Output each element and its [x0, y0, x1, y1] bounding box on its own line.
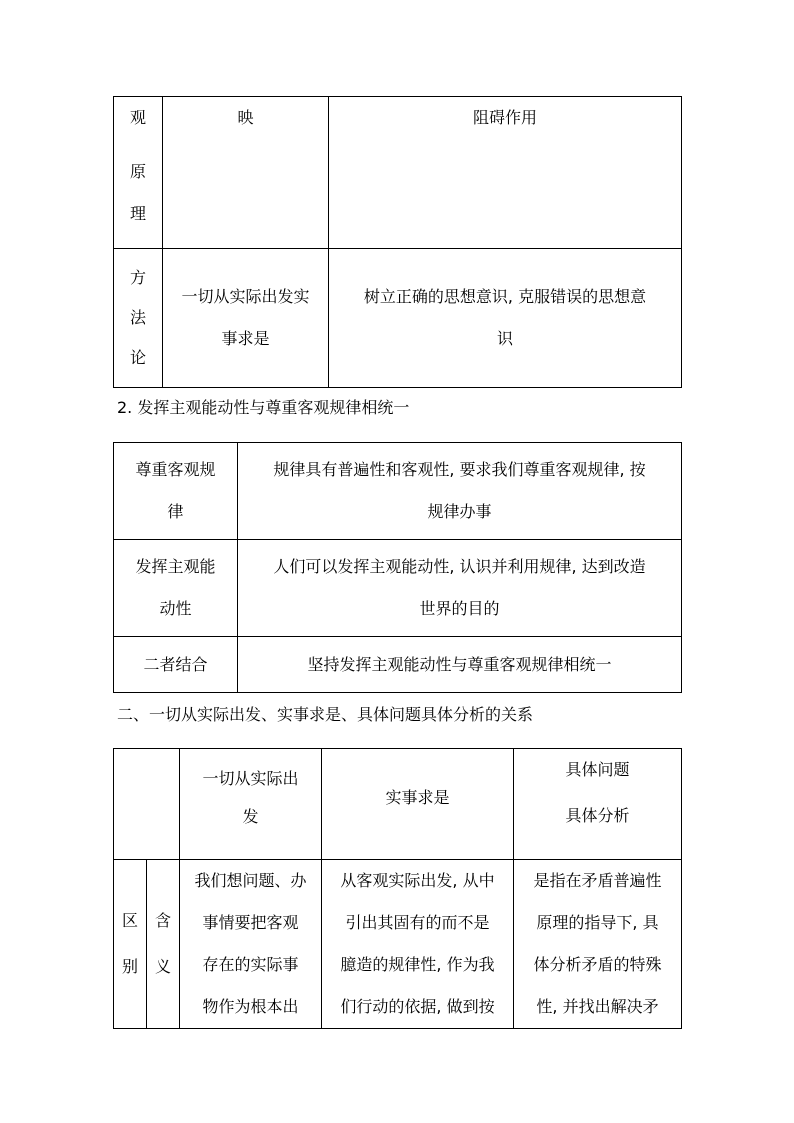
table-cell — [322, 749, 514, 860]
label-char: 区 — [121, 911, 138, 930]
table-3 — [113, 748, 682, 1029]
group-label — [114, 860, 147, 1029]
row-label — [114, 637, 238, 693]
label-char: 法 — [129, 308, 146, 327]
table-cell — [180, 860, 322, 1029]
cell-line: 引出其固有的而不是 — [345, 913, 490, 932]
cell-line: 识 — [496, 329, 513, 348]
cell-line: 原理的指导下, 具 — [536, 913, 659, 932]
label-char: 方 — [129, 268, 146, 287]
label-char: 论 — [129, 348, 146, 367]
cell-line: 物作为根本出 — [202, 997, 299, 1016]
label-char: 原 — [129, 162, 146, 181]
cell-line: 存在的实际事 — [202, 955, 299, 974]
cell-line: 尊重客观规 — [135, 460, 216, 479]
cell-line: 坚持发挥主观能动性与尊重客观规律相统一 — [307, 654, 612, 674]
label-char: 含 — [154, 911, 171, 930]
cell-line: 从客观实际出发, 从中 — [340, 871, 495, 890]
cell-line: 具体分析 — [565, 806, 630, 825]
table-cell — [180, 749, 322, 860]
cell-line: 规律具有普遍性和客观性, 要求我们尊重客观规律, 按 — [273, 460, 646, 479]
label-char: 观 — [129, 108, 146, 127]
table-row — [114, 860, 682, 1029]
cell-line: 是指在矛盾普遍性 — [533, 871, 662, 890]
cell-line: 臆造的规律性, 作为我 — [340, 955, 495, 974]
table-cell — [163, 97, 329, 249]
cell-line: 树立正确的思想意识, 克服错误的思想意 — [363, 287, 647, 306]
cell-line: 具体问题 — [565, 760, 630, 779]
cell-line: 事求是 — [221, 329, 270, 348]
cell-line: 律 — [167, 502, 184, 521]
cell-line: 性, 并找出解决矛 — [536, 997, 659, 1016]
table-row — [114, 637, 682, 693]
cell-line: 一切从实际出发实 — [181, 287, 310, 306]
table-cell — [238, 637, 682, 693]
table-1 — [113, 96, 682, 388]
table-cell — [329, 97, 682, 249]
sub-label — [147, 860, 180, 1029]
table-cell — [514, 860, 682, 1029]
row-label — [114, 249, 163, 388]
cell-line: 世界的目的 — [419, 599, 500, 618]
table-row — [114, 540, 682, 637]
table-cell — [238, 540, 682, 637]
table-cell — [163, 249, 329, 388]
cell-line: 人们可以发挥主观能动性, 认识并利用规律, 达到改造 — [273, 557, 646, 576]
cell-line: 发挥主观能 — [135, 557, 216, 576]
cell-line: 体分析矛盾的特殊 — [533, 955, 662, 974]
cell-text: 阻碍作用 — [472, 108, 537, 127]
cell-line: 一切从实际出 — [202, 769, 299, 788]
table-2 — [113, 442, 682, 693]
row-label — [114, 540, 238, 637]
label-char: 义 — [154, 957, 171, 976]
section-heading-3: 二、一切从实际出发、实事求是、具体问题具体分析的关系 — [117, 705, 534, 724]
table-row — [114, 97, 682, 249]
cell-line: 规律办事 — [427, 502, 492, 521]
cell-line: 事情要把客观 — [202, 913, 299, 932]
cell-line: 二者结合 — [143, 654, 208, 674]
cell-line: 实事求是 — [385, 788, 450, 807]
table-cell — [514, 749, 682, 860]
cell-line: 发 — [242, 807, 259, 826]
label-char: 理 — [129, 204, 146, 223]
row-label — [114, 97, 163, 249]
cell-line: 动性 — [159, 599, 192, 618]
table-row — [114, 443, 682, 540]
cell-line: 我们想问题、办 — [194, 871, 307, 890]
table-row — [114, 749, 682, 860]
section-heading-2: 2. 发挥主观能动性与尊重客观规律相统一 — [117, 398, 410, 417]
cell-line: 们行动的依据, 做到按 — [340, 997, 495, 1016]
table-cell — [114, 749, 180, 860]
table-cell — [322, 860, 514, 1029]
table-row — [114, 249, 682, 388]
label-char: 别 — [121, 957, 138, 976]
row-label — [114, 443, 238, 540]
table-cell — [238, 443, 682, 540]
cell-text: 映 — [237, 108, 254, 127]
table-cell — [329, 249, 682, 388]
